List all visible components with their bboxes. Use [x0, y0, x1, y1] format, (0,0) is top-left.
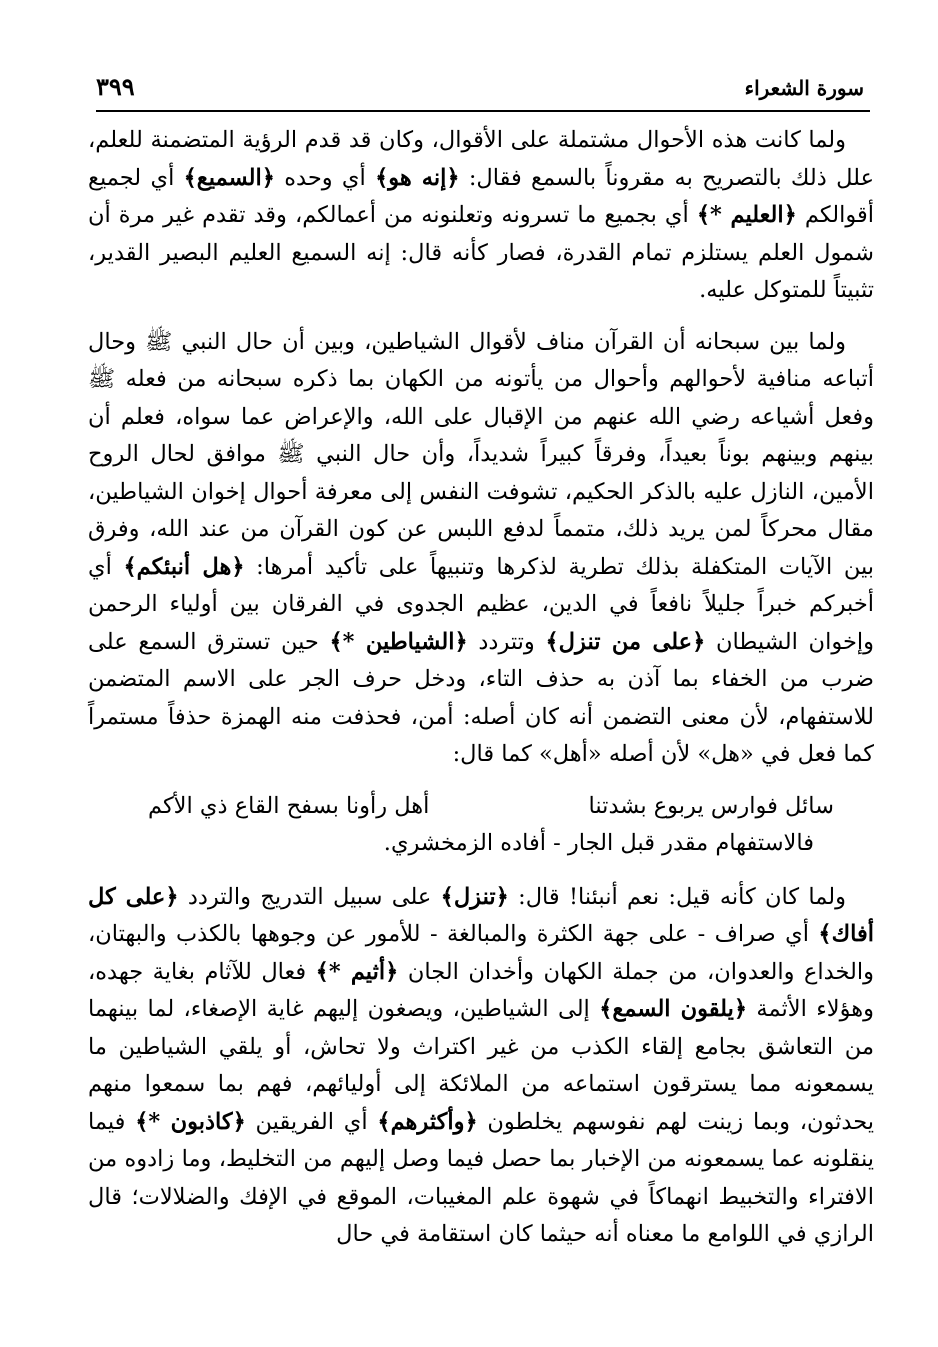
quran-quote: ﴿وأكثرهم﴾	[377, 1108, 478, 1135]
paragraph: ولما كانت هذه الأحوال مشتملة على الأقوال، وكان قد قدم الرؤية المتضمنة للعلم، علل ذلك بالتصريح به مقروناً بالسمع فقال: ﴿إنه هو﴾ أي وحده ﴿السميع﴾ أي لجميع أقوالكم ﴿العليم *﴾ أي بجميع ما تسرونه وتعلنونه من أعمالكم، وقد تقدم غير مرة أن شمول العلم يستلزم تمام القدرة، فصار كأنه قال: إنه السميع العليم البصير القدير، تثبيتاً للمتوكل عليه.	[88, 127, 874, 303]
page-body	[88, 122, 874, 1268]
quran-quote: ﴿يلقون السمع﴾	[599, 996, 748, 1022]
quran-quote: ﴿إنه هو﴾	[375, 164, 460, 191]
quran-quote: ﴿أثيم *﴾	[315, 958, 399, 985]
header-divider	[96, 110, 870, 112]
verse-first-hemistich: سائل فوارس يربوع بشدتنا	[588, 792, 834, 819]
quran-quote: ﴿على من تنزل﴾	[545, 628, 706, 655]
quran-quote: ﴿هل أنبئكم﴾	[123, 553, 245, 580]
page-number: ٣٩٩	[96, 72, 135, 101]
quran-quote: ﴿السميع﴾	[183, 164, 275, 191]
quran-quote: ﴿العليم *﴾	[696, 202, 797, 228]
verse-second-hemistich: أهل رأونا بسفح القاع ذي الأكم	[148, 792, 430, 819]
quran-quote: ﴿كاذبون *﴾	[135, 1108, 246, 1135]
poetry-verse	[88, 788, 874, 826]
quran-quote: ﴿الشياطين *﴾	[329, 628, 468, 655]
page-header	[96, 68, 864, 108]
surah-title: سورة الشعراء	[744, 76, 864, 100]
quran-quote: ﴿تنزل﴾	[440, 883, 509, 910]
verse-note: فالاستفهام مقدر قبل الجار - أفاده الزمخشري.	[383, 830, 814, 856]
paragraph: ولما بين سبحانه أن القرآن مناف لأقوال الشياطين، وبين أن حال النبي ﷺ وحال أتباعه منافية لأحوالهم وأحوال من يأتونه من الكهان بما ذكره سبحانه من فعله ﷺ وفعل أشياعه رضي الله عنهم من الإقبال على الله، والإعراض عما سواه، فعلم أن بينهم وبينهم بوناً بعيداً، وفرقاً كبيراً شديداً، وأن حال النبي ﷺ موافق لحال الروح الأمين، النازل عليه بالذكر الحكيم، تشوفت النفس إلى معرفة أحوال إخوان الشياطين، مقال محركاً لمن يريد ذلك، متمماً لدفع اللبس عن كون القرآن من عند الله، وفرق بين الآيات المتكفلة بذلك تطرية لذكرها وتنبيهاً على تأكيد أمرها: ﴿هل أنبئكم﴾ أي أخبركم خبراً جليلاً نافعاً في الدين، عظيم الجدوى في الفرقان بين أولياء الرحمن وإخوان الشيطان ﴿على من تنزل﴾ وتتردد ﴿الشياطين *﴾ حين تسترق السمع على ضرب من الخفاء بما آذن به حذف التاء، ودخل حرف الجر على الاسم المتضمن للاستفهام، لأن معنى التضمن أنه كان أصله: أمن، فحذفت منه الهمزة حذفاً مستمراً كما فعل في «هل» لأن أصله «أهل» كما قال:	[88, 328, 875, 767]
paragraph: ولما كان كأنه قيل: نعم أنبئنا! قال: ﴿تنزل﴾ على سبيل التدريج والتردد ﴿على كل أفاك﴾ أي صراف - على جهة الكثرة والمبالغة - للأمور عن وجوهها بالكذب والبهتان، والخداع والعدوان، من جملة الكهان وأخدان الجان ﴿أثيم *﴾ فعال للآثام بغاية جهده، وهؤلاء الأثمة ﴿يلقون السمع﴾ إلى الشياطين، ويصغون إليهم غاية الإصغاء، لما بينهما من التعاشق بجامع إلقاء الكذب من غير اكتراث ولا تحاش، أو يلقي الشياطين ما يسمعونه مما يسترقون استماعه من الملائكة إلى أوليائهم، فهم بما سمعوا منهم يحدثون، وبما زينت لهم نفوسهم يخلطون ﴿وأكثرهم﴾ أي الفريقين ﴿كاذبون *﴾ فيما ينقلونه عما يسمعونه من الإخبار بما حصل فيما وصل إليهم من التخليط، وما زادوه من الافتراء والتخبيط انهماكاً في شهوة علم المغيبات، الموقع في الإفك والضلالات؛ قال الرازي في اللوامع ما معناه أنه حيثما كان استقامة في حال	[88, 883, 875, 1247]
quran-quote: ﴿على كل أفاك﴾	[88, 883, 874, 947]
